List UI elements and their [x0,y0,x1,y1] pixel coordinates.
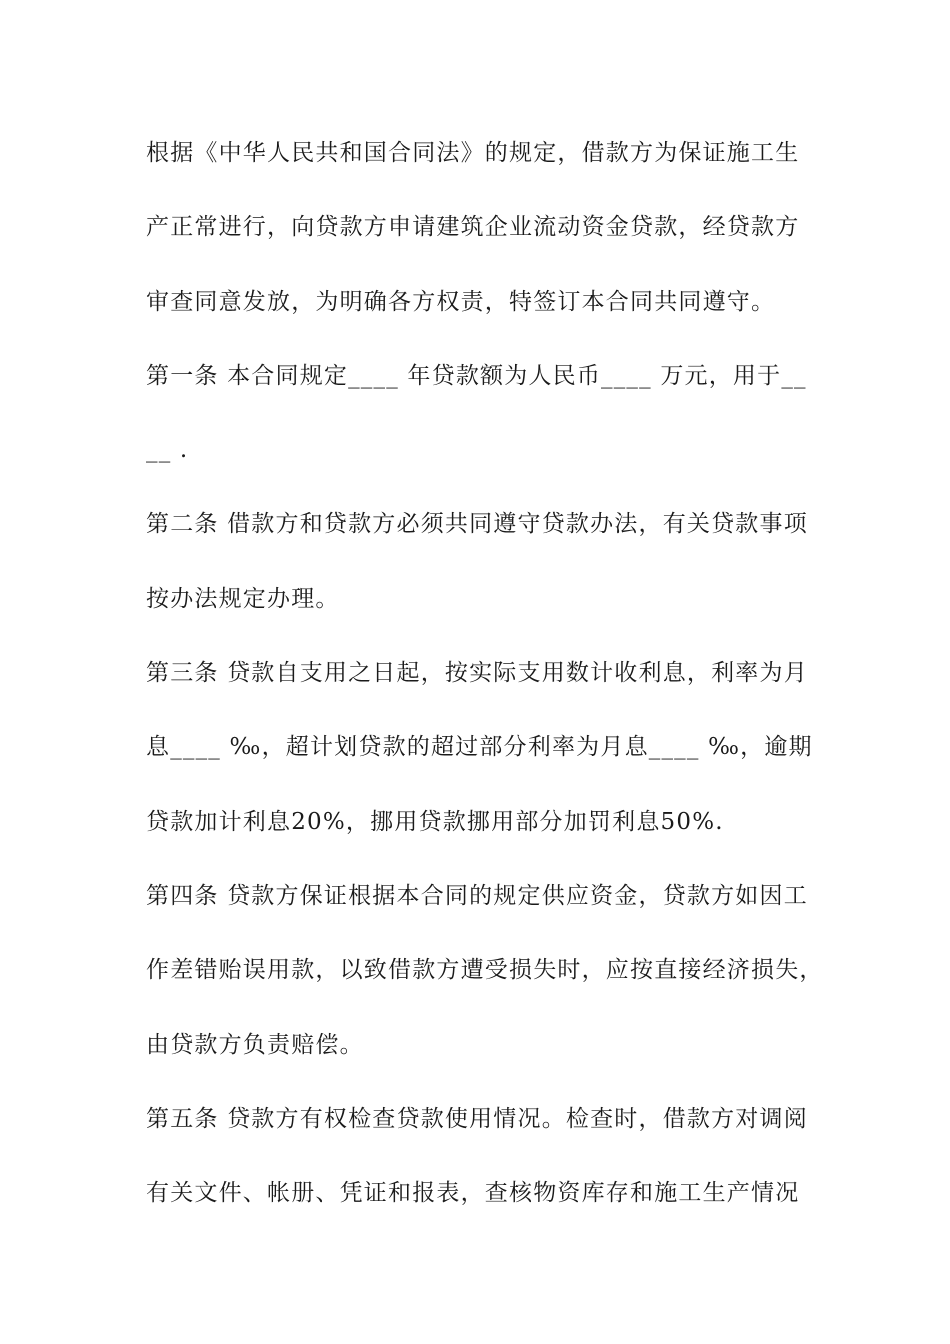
document-body [146,128,824,1242]
text-line: 作差错贻误用款，以致借款方遭受损失时，应按直接经济损失， [146,957,824,984]
article-4-line: 第四条 贷款方保证根据本合同的规定供应资金，贷款方如因工 [146,882,808,909]
text-line: 产正常进行，向贷款方申请建筑企业流动资金贷款，经贷款方 [146,214,800,241]
text-line: 有关文件、帐册、凭证和报表，查核物资库存和施工生产情况 [146,1180,800,1207]
text-line: 按办法规定办理。 [146,585,340,612]
article-5-line: 第五条 贷款方有权检查贷款使用情况。检查时，借款方对调阅 [146,1105,808,1132]
text-line: 由贷款方负责赔偿。 [146,1031,364,1058]
article-1-line: 第一条 本合同规定____ 年贷款额为人民币____ 万元，用于__ [146,362,807,389]
article-3-line: 第三条 贷款自支用之日起，按实际支用数计收利息，利率为月 [146,660,808,687]
text-line: 审查同意发放，为明确各方权责，特签订本合同共同遵守。 [146,288,776,315]
text-line: 息____ ‰，超计划贷款的超过部分利率为月息____ ‰，逾期 [146,734,813,761]
text-line: 根据《中华人民共和国合同法》的规定，借款方为保证施工生 [146,140,800,166]
text-line: __ . [146,437,189,464]
article-2-line: 第二条 借款方和贷款方必须共同遵守贷款办法，有关贷款事项 [146,511,808,538]
text-line: 贷款加计利息20%，挪用贷款挪用部分加罚利息50%. [146,808,724,835]
